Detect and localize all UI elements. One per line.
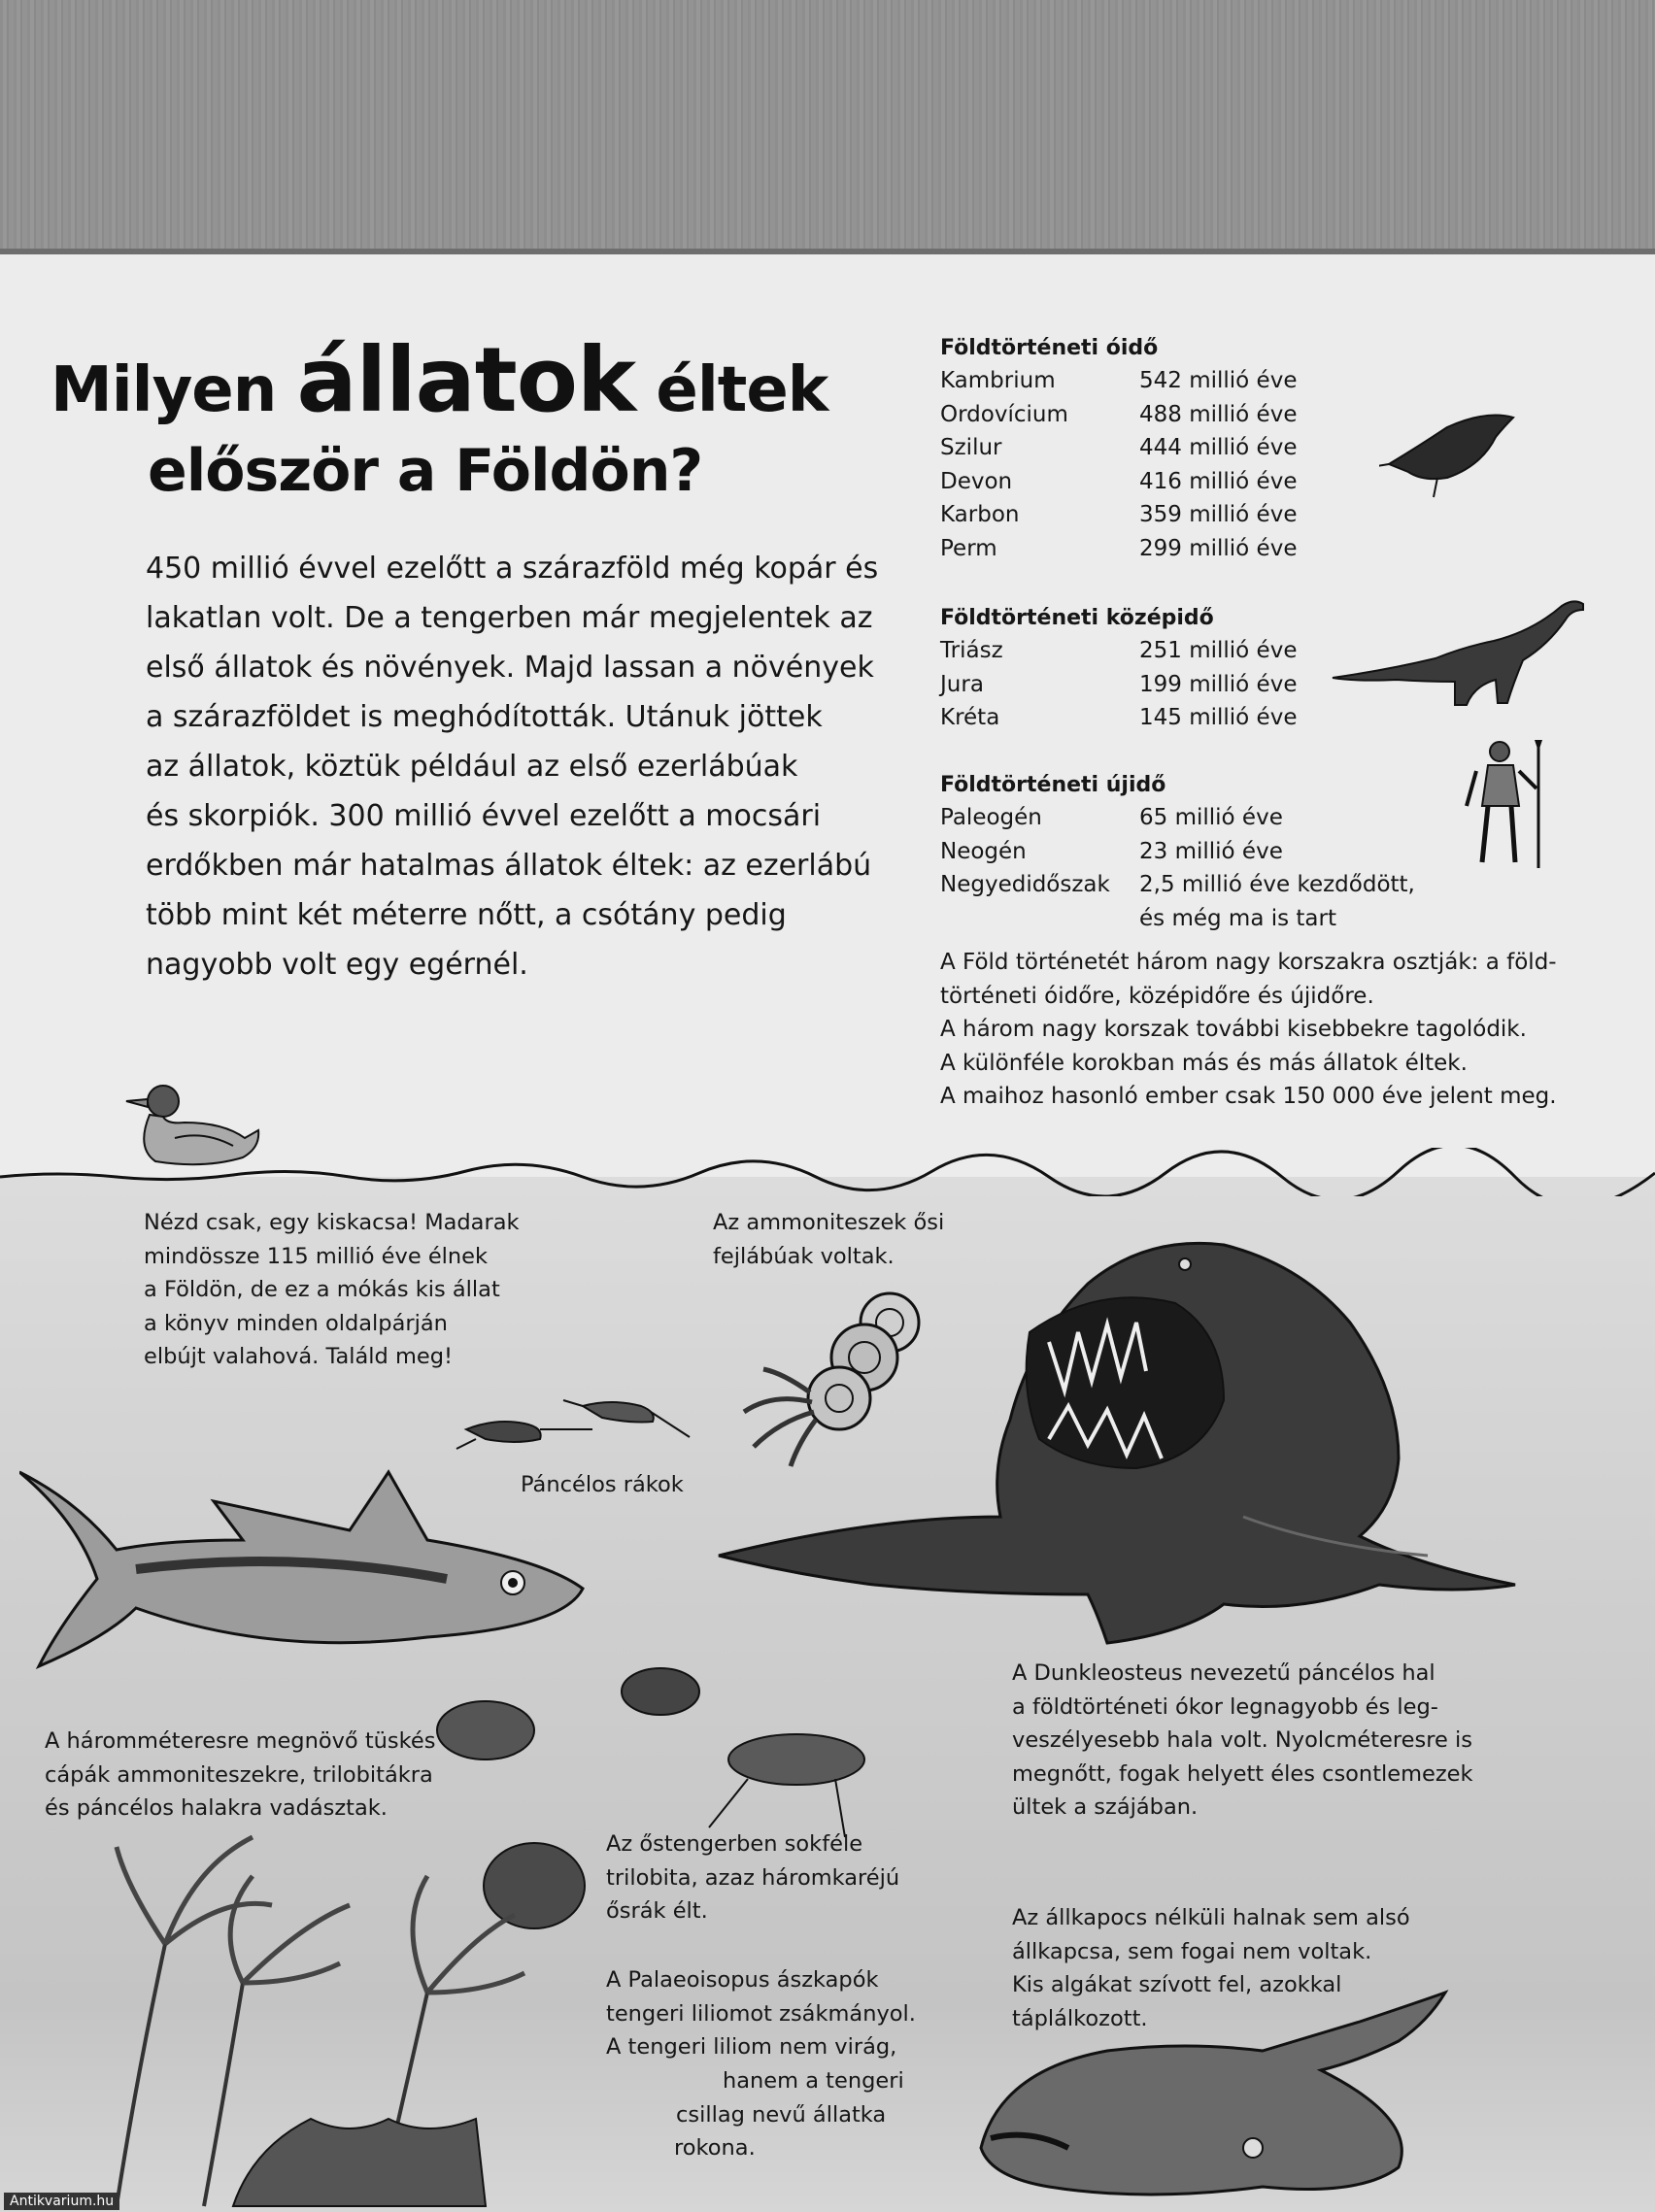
caption-jawless-fish: Az állkapocs nélküli halnak sem alsó állkapcsa, sem fogai nem voltak. Kis algákat szívott fel, azokkal táplálkozott. <box>1012 1905 1410 2031</box>
era-row: Szilur 444 millió éve <box>940 435 1298 460</box>
caveman-illustration <box>1465 738 1552 874</box>
era-paleozoic: Földtörténeti óidő Kambrium 542 millió éve Ordovícium 488 millió éve Szilur 444 millió éve Devon 416 millió éve Karbon 359 millió éve Perm 299 millió éve <box>940 336 1297 565</box>
era-cenozoic: Földtörténeti újidő Paleogén 65 millió éve Neogén 23 millió éve Negyedidőszak 2,5 millió éve kezdődött, és még ma is tart <box>940 773 1415 935</box>
page-title-line1: Milyen állatok éltek <box>51 328 828 432</box>
caption-dunkleosteus: A Dunkleosteus nevezetű páncélos hal a földtörténeti ókor legnagyobb és leg- veszélyesebb hala volt. Nyolcméteresre is megnőtt, fogak helyett éles csontlemezek ültek a szájában. <box>1012 1660 1473 1820</box>
era-row: Jura 199 millió éve <box>940 671 1298 697</box>
caption-shrimp: Páncélos rákok <box>521 1472 684 1497</box>
era-row: Devon 416 millió éve <box>940 468 1298 494</box>
era-note: A Föld történetét három nagy korszakra osztják: a föld- történeti óidőre, középidőre és újidőre. A három nagy korszak további kisebbekre tagolódik. A különféle korokban más és más állatok éltek. A maihoz hasonló ember csak 150 000 éve jelent meg. <box>940 950 1557 1109</box>
era-row: Kambrium 542 millió éve <box>940 368 1298 393</box>
era-row: Karbon 359 millió éve <box>940 502 1298 527</box>
era-row: Triász 251 millió éve <box>940 638 1298 663</box>
sea-lilies-illustration <box>58 1827 602 2212</box>
era-row: Paleogén 65 millió éve <box>940 805 1283 830</box>
dinosaur-illustration <box>1329 596 1601 713</box>
wall-background <box>0 0 1655 254</box>
era-row: Neogén 23 millió éve <box>940 838 1283 864</box>
trilobite-illustration-small <box>1379 408 1525 505</box>
era-row: Ordovícium 488 millió éve <box>940 401 1298 427</box>
caption-shark: A háromméteresre megnövő tüskés cápák ammoniteszekre, trilobitákra és páncélos halakra vadásztak. <box>45 1728 436 1821</box>
caption-palaeoisopus: A Palaeoisopus ászkapók tengeri liliomot zsákmányol. A tengeri liliom nem virág, <box>606 1967 916 2060</box>
shrimp-illustration <box>447 1391 699 1468</box>
duck-illustration <box>117 1080 272 1177</box>
caption-palaeoisopus-cont: hanem a tengeri csillag nevű állatka rokona. <box>674 2068 904 2161</box>
jawless-fish-illustration <box>971 1983 1457 2212</box>
dunkleosteus-illustration <box>680 1225 1535 1653</box>
era-row: Negyedidőszak 2,5 millió éve kezdődött, <box>940 872 1415 897</box>
page-title-line2: először a Földön? <box>148 437 703 505</box>
intro-paragraph: 450 millió évvel ezelőtt a szárazföld még kopár és lakatlan volt. De a tengerben már megjelentek az első állatok és növények. Majd lassan a növények a szárazföldet is meghódították. Utánuk jöttek az állatok, köztük például az első ezerlábúak és skorpiók. 300 millió évvel ezelőtt a mocsári erdőkben már hatalmas állatok éltek: az ezerlábú több mint két méterre nőtt, a csótány pedig nagyobb volt egy egérnél. <box>146 552 879 982</box>
caption-duck: Nézd csak, egy kiskacsa! Madarak mindössze 115 millió éve élnek a Földön, de ez a mókás kis állat a könyv minden oldalpárján elbújt valahová. Találd meg! <box>144 1210 520 1369</box>
era-row: és még ma is tart <box>1139 905 1336 931</box>
caption-trilobite: Az őstengerben sokféle trilobita, azaz háromkaréjú ősrák élt. <box>606 1831 900 1924</box>
era-mesozoic: Földtörténeti középidő Triász 251 millió éve Jura 199 millió éve Kréta 145 millió éve <box>940 606 1297 735</box>
era-row: Kréta 145 millió éve <box>940 705 1298 730</box>
caption-ammonites: Az ammoniteszek ősi fejlábúak voltak. <box>713 1210 945 1269</box>
watermark: Antikvarium.hu <box>4 2193 119 2210</box>
era-row: Perm 299 millió éve <box>940 535 1298 561</box>
book-page <box>0 249 1655 2212</box>
